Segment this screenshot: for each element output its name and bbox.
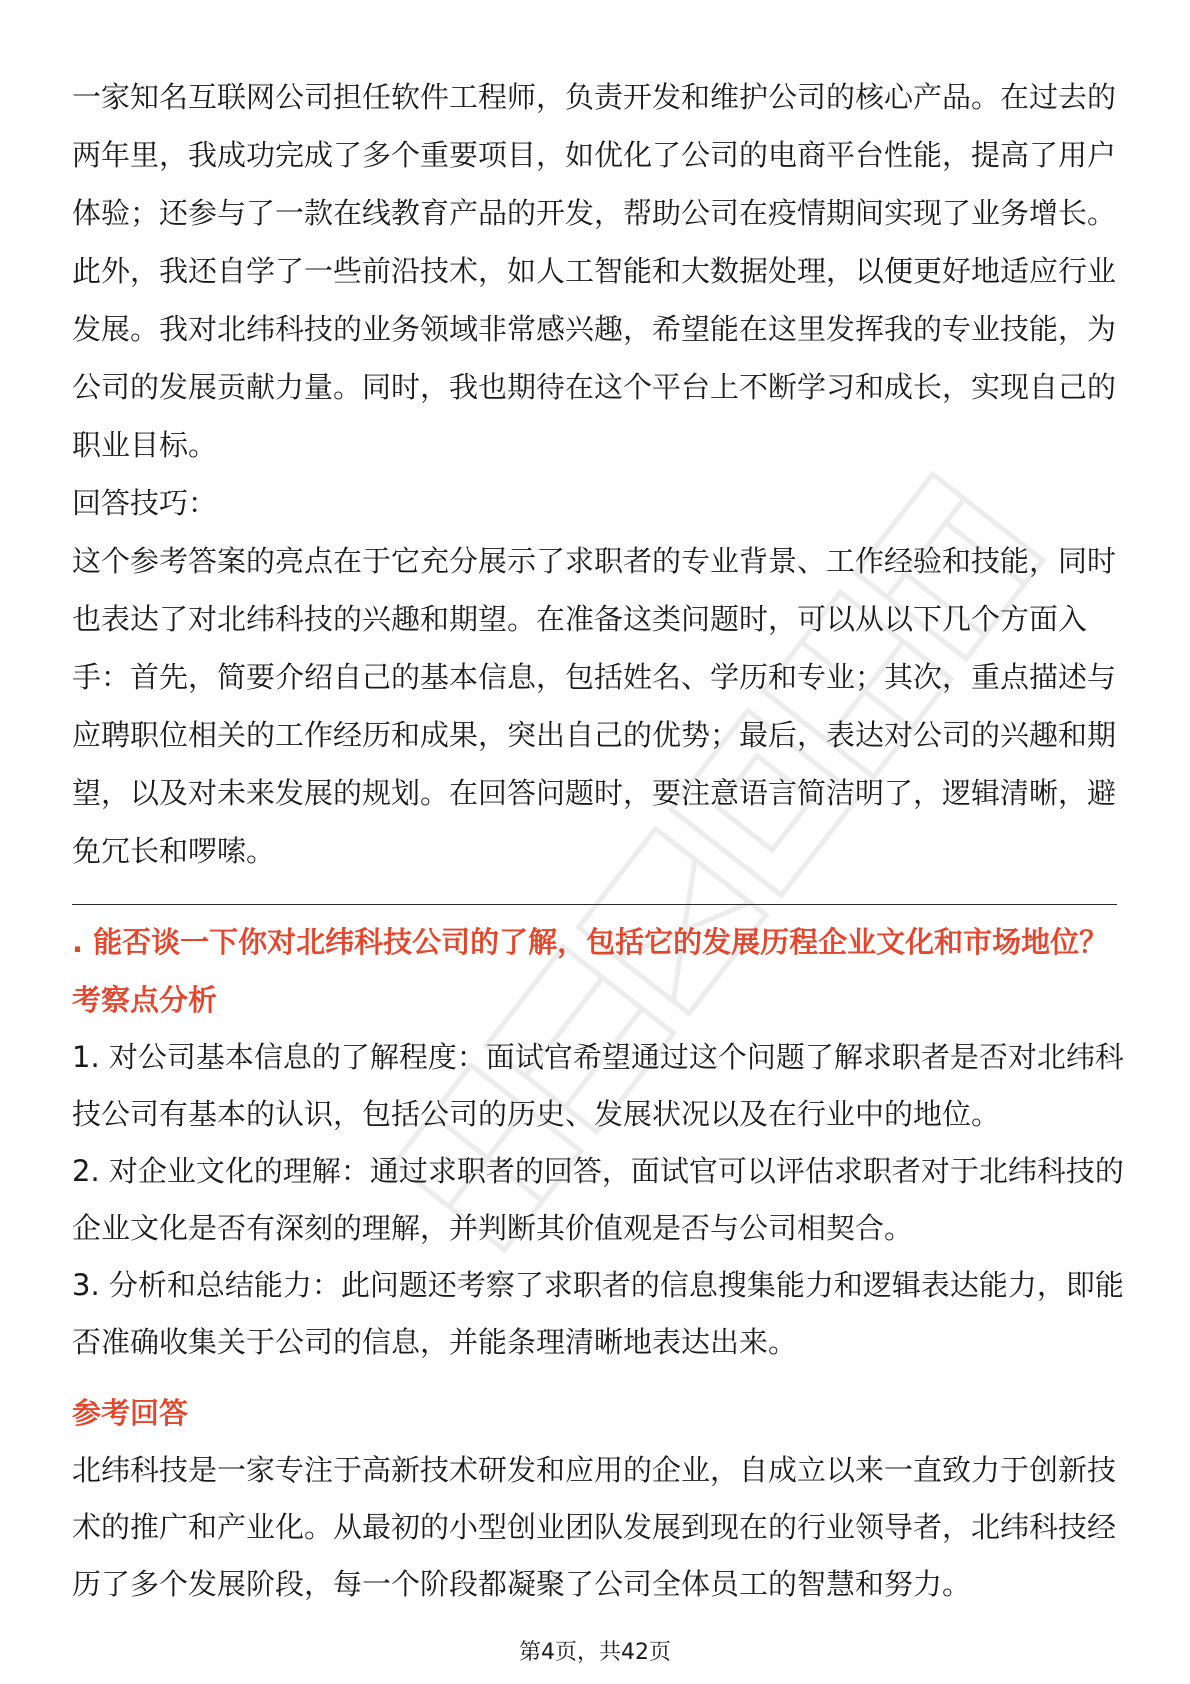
analysis-point [72,1029,1132,1143]
analysis-heading: 考察点分析 [72,983,218,1017]
answer-line: 此外，我还自学了一些前沿技术，如人工智能和大数据处理，以便更好地适应行业 [72,254,1117,288]
analysis-point [72,1143,1132,1257]
answer-line: 两年里，我成功完成了多个重要项目，如优化了公司的电商平台性能，提高了用户 [72,138,1117,172]
tips-line: 这个参考答案的亮点在于它充分展示了求职者的专业背景、工作经验和技能，同时 [72,544,1117,578]
answer-line: 公司的发展贡献力量。同时，我也期待在这个平台上不断学习和成长，实现自己的 [72,370,1117,404]
tips-line: 手：首先，简要介绍自己的基本信息，包括姓名、学历和专业；其次，重点描述与 [72,660,1117,694]
tips-line: 望，以及对未来发展的规划。在回答问题时，要注意语言简洁明了，逻辑清晰，避 [72,776,1117,810]
answer-line: 一家知名互联网公司担任软件工程师，负责开发和维护公司的核心产品。在过去的 [72,80,1117,114]
answer-line: 职业目标。 [72,428,218,462]
analysis-point-line: 技公司有基本的认识，包括公司的历史、发展状况以及在行业中的地位。 [72,1097,1001,1131]
section-divider [72,904,1117,905]
analysis-point-line: 2. 对企业文化的理解：通过求职者的回答，面试官可以评估求职者对于北纬科技的 [72,1154,1124,1188]
tips-line: 免冗长和啰嗦。 [72,834,276,868]
reference-heading: 参考回答 [72,1396,189,1430]
answer-section [72,68,1132,880]
tips-line: 也表达了对北纬科技的兴趣和期望。在准备这类问题时，可以从以下几个方面入 [72,602,1088,636]
analysis-point-line: 企业文化是否有深刻的理解，并判断其价值观是否与公司相契合。 [72,1211,914,1245]
analysis-point-line: 3. 分析和总结能力：此问题还考察了求职者的信息搜集能力和逻辑表达能力，即能 [72,1268,1124,1302]
analysis-point-line: 否准确收集关于公司的信息，并能条理清晰地表达出来。 [72,1325,798,1359]
tips-line: 应聘职位相关的工作经历和成果，突出自己的优势；最后，表达对公司的兴趣和期 [72,718,1117,752]
reference-line: 历了多个发展阶段，每一个阶段都凝聚了公司全体员工的智慧和努力。 [72,1567,972,1601]
analysis-points [72,1029,1132,1371]
tips-heading: 回答技巧： [72,486,218,520]
answer-line: 发展。我对北纬科技的业务领域非常感兴趣，希望能在这里发挥我的专业技能，为 [72,312,1117,346]
analysis-point-line: 1. 对公司基本信息的了解程度：面试官希望通过这个问题了解求职者是否对北纬科 [72,1040,1124,1074]
analysis-point [72,1257,1132,1371]
reference-section [72,1385,1132,1613]
question-header [72,913,1132,1029]
question-title: . 能否谈一下你对北纬科技公司的了解，包括它的发展历程企业文化和市场地位？ [72,925,1109,959]
reference-line: 北纬科技是一家专注于高新技术研发和应用的企业，自成立以来一直致力于创新技 [72,1453,1117,1487]
reference-line: 术的推广和产业化。从最初的小型创业团队发展到现在的行业领导者，北纬科技经 [72,1510,1117,1544]
answer-line: 体验；还参与了一款在线教育产品的开发，帮助公司在疫情期间实现了业务增长。 [72,196,1117,230]
page-number: 第4页，共42页 [519,1640,671,1665]
